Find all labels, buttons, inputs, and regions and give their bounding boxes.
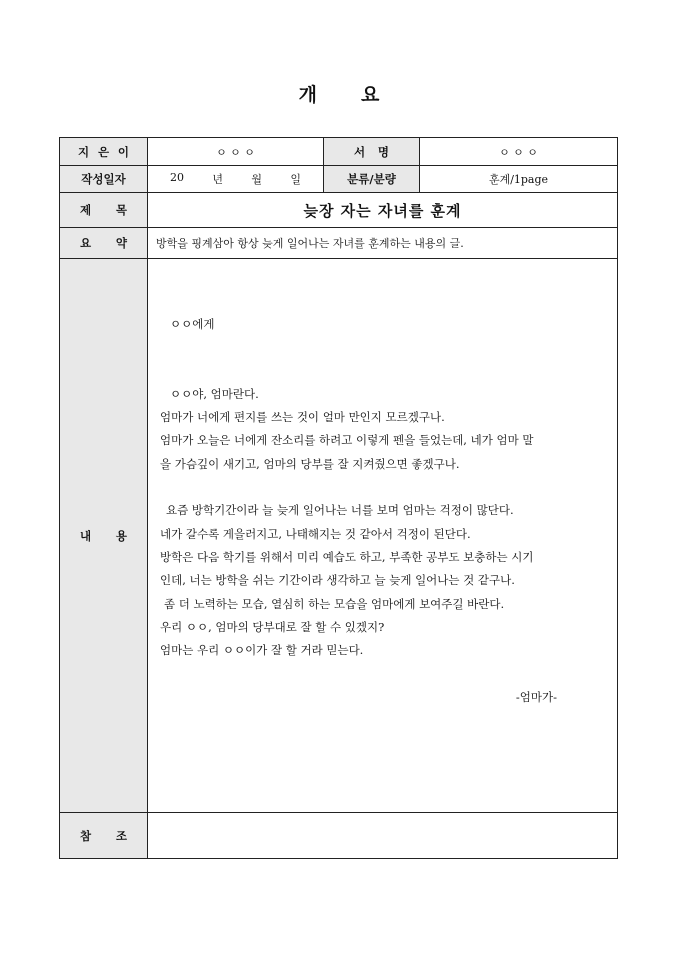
reference-value bbox=[148, 813, 618, 859]
date-value: 20 년 월 일 bbox=[148, 166, 324, 193]
letter-line: 엄마는 우리 ㅇㅇ이가 잘 할 거라 믿는다. bbox=[160, 643, 364, 658]
letter-line: ㅇㅇ야, 엄마란다. bbox=[170, 386, 259, 401]
category-label: 분류/분량 bbox=[324, 166, 420, 193]
letter-line: 방학은 다음 학기를 위해서 미리 예습도 하고, 부족한 공부도 보충하는 시기 bbox=[160, 549, 534, 564]
summary-label: 요 약 bbox=[60, 228, 148, 259]
letter-body bbox=[148, 259, 618, 813]
reference-label: 참 조 bbox=[60, 813, 148, 859]
date-label: 작성일자 bbox=[60, 166, 148, 193]
summary-table bbox=[59, 137, 618, 859]
row-subject bbox=[60, 193, 618, 228]
document-title bbox=[0, 80, 680, 107]
author-label: 지 은 이 bbox=[60, 138, 148, 166]
subject-label: 제 목 bbox=[60, 193, 148, 228]
signature-value: ㅇ ㅇ ㅇ bbox=[420, 138, 618, 166]
subject-value: 늦장 자는 자녀를 훈계 bbox=[148, 193, 618, 228]
letter-line: 엄마가 오늘은 너에게 잔소리를 하려고 이렇게 펜을 들었는데, 네가 엄마 말 bbox=[160, 433, 534, 448]
letter-signoff: -엄마가- bbox=[515, 690, 557, 705]
row-reference bbox=[60, 813, 618, 859]
signature-label: 서 명 bbox=[324, 138, 420, 166]
author-value: ㅇ ㅇ ㅇ bbox=[148, 138, 324, 166]
letter-line: 인데, 너는 방학을 쉬는 기간이라 생각하고 늘 늦게 일어나는 것 같구나. bbox=[160, 573, 515, 588]
letter-salutation: ㅇㅇ에게 bbox=[170, 317, 215, 331]
letter-line: 네가 갈수록 게을러지고, 나태해지는 것 같아서 걱정이 된단다. bbox=[160, 526, 471, 541]
content-label: 내 용 bbox=[60, 259, 148, 813]
letter-line: 요즘 방학기간이라 늘 늦게 일어나는 너를 보며 엄마는 걱정이 많단다. bbox=[166, 503, 514, 518]
row-content bbox=[60, 259, 618, 813]
letter-line: 우리 ㅇㅇ, 엄마의 당부대로 잘 할 수 있겠지? bbox=[160, 619, 385, 634]
letter-line bbox=[160, 476, 607, 499]
letter-line: 을 가슴깊이 새기고, 엄마의 당부를 잘 지켜줬으면 좋겠구나. bbox=[160, 456, 460, 471]
category-value: 훈계/1page bbox=[420, 166, 618, 193]
summary-value: 방학을 핑계삼아 항상 늦게 일어나는 자녀를 훈계하는 내용의 글. bbox=[148, 228, 618, 259]
row-date bbox=[60, 166, 618, 193]
letter-line: 좀 더 노력하는 모습, 열심히 하는 모습을 엄마에게 보여주길 바란다. bbox=[164, 596, 505, 611]
letter-line: 엄마가 너에게 편지를 쓰는 것이 얼마 만인지 모르겠구나. bbox=[160, 410, 445, 425]
row-summary bbox=[60, 228, 618, 259]
title-char-1: 개 bbox=[298, 84, 319, 106]
title-char-2: 요 bbox=[361, 84, 382, 106]
row-author bbox=[60, 138, 618, 166]
